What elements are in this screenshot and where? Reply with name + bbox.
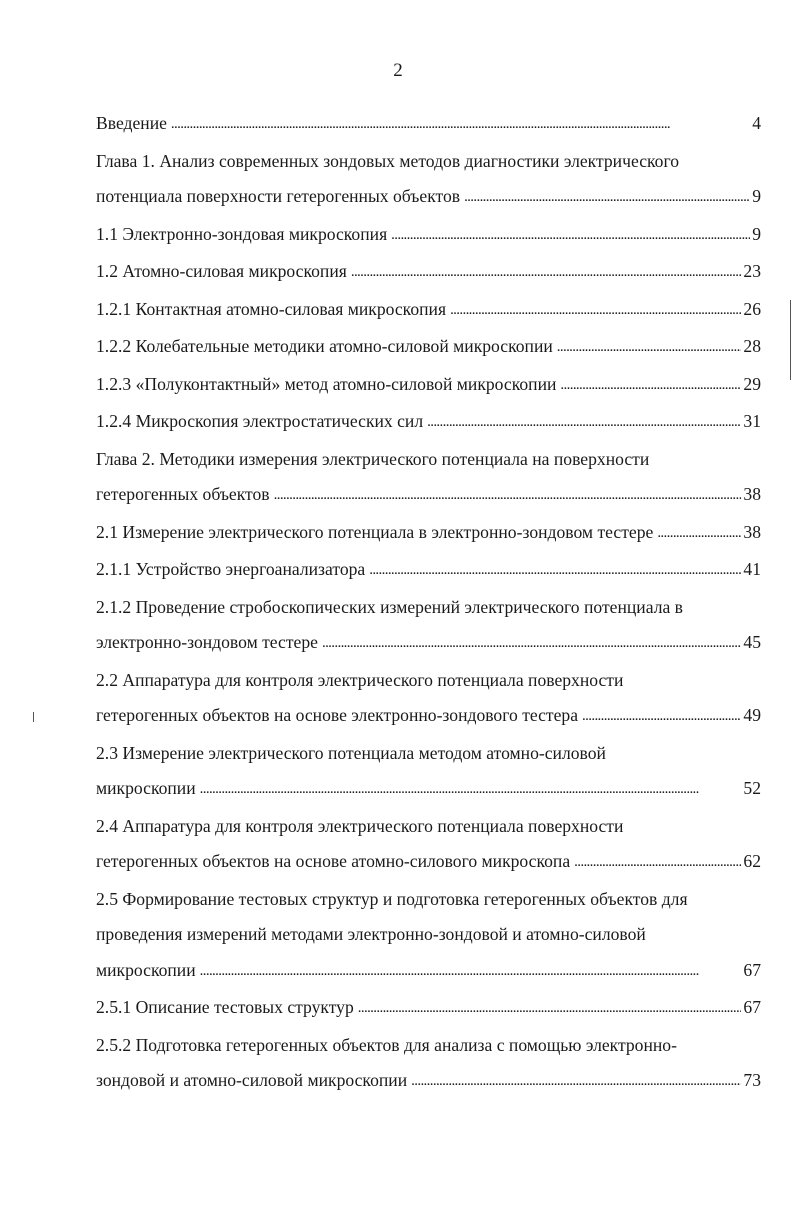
toc-page-number: 41 bbox=[743, 559, 761, 579]
toc-page-number: 31 bbox=[743, 411, 761, 431]
toc-entry-line: проведения измерений методами электронно-зондовой и атомно-силовой bbox=[96, 924, 646, 944]
toc-page-number: 62 bbox=[743, 851, 761, 871]
toc-entry bbox=[96, 254, 761, 292]
toc-page-number: 67 bbox=[743, 959, 761, 980]
toc-entry bbox=[96, 515, 761, 553]
dot-leader bbox=[200, 770, 742, 808]
toc-entry bbox=[96, 663, 761, 736]
toc-entry bbox=[96, 367, 761, 405]
toc-page-number: 67 bbox=[743, 997, 761, 1017]
dot-leader bbox=[274, 476, 742, 514]
dot-leader bbox=[427, 403, 741, 441]
toc-entry-title: микроскопии bbox=[96, 959, 196, 980]
toc-entry-line: 2.1.2 Проведение стробоскопических измерений электрического потенциала в bbox=[96, 596, 683, 617]
toc-entry-title: 1.2.4 Микроскопия электростатических сил bbox=[96, 411, 424, 431]
toc-entry-line: 2.5.2 Подготовка гетерогенных объектов для анализа с помощью электронно- bbox=[96, 1034, 677, 1055]
scan-edge-mark bbox=[33, 712, 34, 722]
toc-page-number: 4 bbox=[752, 113, 761, 133]
toc-page-number: 23 bbox=[743, 261, 761, 281]
toc-entry-title: 2.1 Измерение электрического потенциала в электронно-зондовом тестере bbox=[96, 521, 654, 542]
toc-entry bbox=[96, 404, 761, 442]
toc-entry bbox=[96, 990, 761, 1028]
toc-entry-title: зондовой и атомно-силовой микроскопии bbox=[96, 1070, 408, 1090]
dot-leader bbox=[464, 178, 750, 216]
toc-entry bbox=[96, 736, 761, 809]
toc-entry-title: гетерогенных объектов на основе атомно-силового микроскопа bbox=[96, 851, 571, 871]
dot-leader bbox=[557, 328, 742, 366]
toc-page-number: 26 bbox=[743, 298, 761, 319]
toc-page-number: 73 bbox=[743, 1070, 761, 1090]
toc-entry-title: 2.1.1 Устройство энергоанализатора bbox=[96, 559, 366, 579]
toc-entry-line: 2.3 Измерение электрического потенциала методом атомно-силовой bbox=[96, 742, 606, 763]
toc-page-number: 9 bbox=[752, 223, 761, 244]
toc-entry-title: гетерогенных объектов на основе электронно-зондового тестера bbox=[96, 705, 579, 725]
dot-leader bbox=[322, 624, 741, 662]
toc-entry-title: 1.1 Электронно-зондовая микроскопия bbox=[96, 223, 388, 244]
toc-entry bbox=[96, 590, 761, 663]
toc-page-number: 45 bbox=[743, 632, 761, 652]
toc-page-number: 38 bbox=[743, 521, 761, 542]
dot-leader bbox=[200, 952, 742, 990]
toc-page-number: 9 bbox=[752, 186, 761, 206]
table-of-contents bbox=[96, 106, 761, 1101]
toc-entry bbox=[96, 106, 761, 144]
toc-entry-title: 1.2.3 «Полуконтактный» метод атомно-силовой микроскопии bbox=[96, 373, 557, 394]
toc-entry bbox=[96, 144, 761, 217]
toc-entry-line: Глава 1. Анализ современных зондовых методов диагностики электрического bbox=[96, 150, 680, 171]
dot-leader bbox=[351, 253, 742, 291]
dot-leader bbox=[171, 105, 750, 143]
dot-leader bbox=[358, 989, 742, 1027]
toc-entry-title: 1.2 Атомно-силовая микроскопия bbox=[96, 261, 347, 281]
toc-entry bbox=[96, 292, 761, 330]
toc-entry-title: Введение bbox=[96, 113, 167, 133]
toc-page-number: 49 bbox=[743, 705, 761, 725]
toc-entry-title: 1.2.2 Колебательные методики атомно-силовой микроскопии bbox=[96, 336, 553, 356]
dot-leader bbox=[560, 366, 741, 404]
toc-entry-title: гетерогенных объектов bbox=[96, 484, 270, 504]
page-number: 2 bbox=[393, 60, 403, 81]
toc-page-number: 28 bbox=[743, 336, 761, 356]
toc-entry-line: 2.2 Аппаратура для контроля электрического потенциала поверхности bbox=[96, 669, 624, 690]
toc-entry-title: 1.2.1 Контактная атомно-силовая микроскопия bbox=[96, 298, 447, 319]
dot-leader bbox=[657, 514, 741, 552]
dot-leader bbox=[391, 216, 750, 254]
toc-entry bbox=[96, 217, 761, 255]
toc-entry bbox=[96, 809, 761, 882]
toc-page-number: 29 bbox=[743, 373, 761, 394]
dot-leader bbox=[582, 697, 741, 735]
dot-leader bbox=[574, 843, 741, 881]
dot-leader bbox=[450, 291, 741, 329]
toc-entry-title: потенциала поверхности гетерогенных объектов bbox=[96, 186, 461, 206]
toc-entry-line: 2.5 Формирование тестовых структур и подготовка гетерогенных объектов для bbox=[96, 888, 688, 909]
toc-entry bbox=[96, 329, 761, 367]
scan-edge-mark bbox=[790, 300, 791, 380]
toc-entry-title: 2.5.1 Описание тестовых структур bbox=[96, 997, 354, 1017]
toc-page-number: 38 bbox=[743, 484, 761, 504]
toc-entry-line: Глава 2. Методики измерения электрического потенциала на поверхности bbox=[96, 448, 650, 469]
toc-entry-title: микроскопии bbox=[96, 778, 196, 798]
toc-page-number: 52 bbox=[743, 778, 761, 798]
dot-leader bbox=[369, 551, 741, 589]
toc-entry-title: электронно-зондовом тестере bbox=[96, 632, 318, 652]
dot-leader bbox=[411, 1062, 741, 1100]
toc-entry bbox=[96, 882, 761, 991]
toc-entry-line: 2.4 Аппаратура для контроля электрического потенциала поверхности bbox=[96, 815, 624, 836]
toc-entry bbox=[96, 552, 761, 590]
toc-entry bbox=[96, 1028, 761, 1101]
toc-entry bbox=[96, 442, 761, 515]
